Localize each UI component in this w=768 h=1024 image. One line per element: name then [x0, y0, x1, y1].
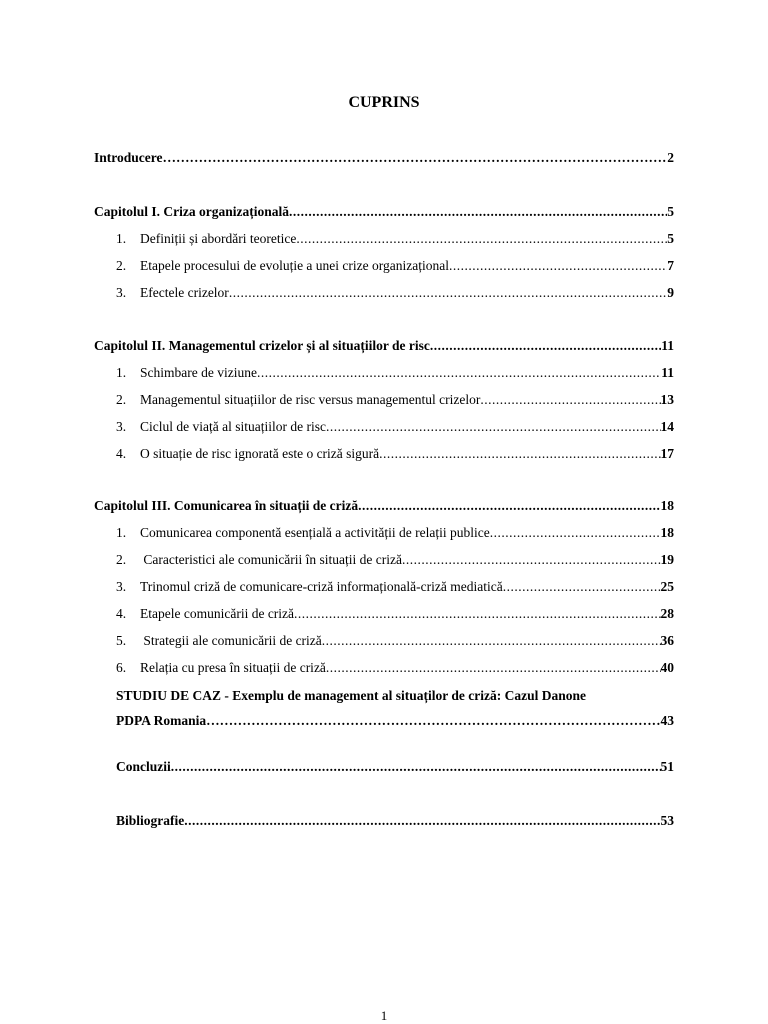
dot-leader: [326, 419, 661, 435]
entry-label: Capitolul I. Criza organizațională: [94, 204, 289, 219]
dot-leader: [229, 285, 667, 301]
dot-leader: [430, 338, 661, 354]
toc-entry-3-3[interactable]: [116, 579, 674, 599]
dot-leader: [402, 552, 660, 568]
toc-entry-case-study-line1[interactable]: [116, 688, 674, 708]
toc-entry-3-1[interactable]: [116, 525, 674, 545]
entry-number: 1.: [116, 525, 127, 540]
dot-leader: [294, 606, 660, 622]
entry-label: Capitolul III. Comunicarea în situații de criză: [94, 498, 359, 513]
dot-leader: [480, 392, 660, 408]
dot-leader: [490, 525, 661, 541]
entry-page: 19: [660, 552, 674, 567]
entry-page: 25: [660, 579, 674, 594]
entry-label: Bibliografie: [116, 813, 185, 828]
dot-leader: [163, 150, 668, 166]
entry-number: 1.: [116, 365, 127, 380]
entry-label: Ciclul de viață al situațiilor de risc: [140, 419, 326, 434]
entry-page: 18: [660, 498, 674, 513]
entry-number: 6.: [116, 660, 127, 675]
toc-entry-2-4[interactable]: [116, 446, 674, 466]
entry-number: 2.: [116, 258, 127, 273]
entry-page: 53: [660, 813, 674, 828]
toc-entry-2-1[interactable]: [116, 365, 674, 385]
entry-page: 11: [661, 365, 674, 380]
entry-number: 2.: [116, 392, 127, 407]
toc-entry-case-study-line2[interactable]: [116, 713, 674, 733]
entry-number: 4.: [116, 446, 127, 461]
entry-label: Relația cu presa în situații de criză: [140, 660, 326, 675]
dot-leader: [296, 231, 667, 247]
entry-label: Managementul situațiilor de risc versus managementul crizelor: [140, 392, 481, 407]
entry-label: Definiții și abordări teoretice: [140, 231, 297, 246]
entry-page: 18: [660, 525, 674, 540]
dot-leader: [257, 365, 661, 381]
entry-number: 3.: [116, 285, 127, 300]
dot-leader: [171, 759, 661, 775]
toc-entry-1-2[interactable]: [116, 258, 674, 278]
toc-entry-2-2[interactable]: [116, 392, 674, 412]
dot-leader: [358, 498, 660, 514]
dot-leader: [503, 579, 661, 595]
toc-entry-concluzii[interactable]: [116, 759, 674, 779]
entry-page: 14: [660, 419, 674, 434]
entry-page: 28: [660, 606, 674, 621]
toc-entry-chapter-2[interactable]: [94, 338, 674, 358]
dot-leader: [326, 660, 661, 676]
entry-label: Trinomul criză de comunicare-criză informațională-criză mediatică: [140, 579, 503, 594]
entry-label: Efectele crizelor: [140, 285, 229, 300]
entry-label: Introducere: [94, 150, 163, 165]
toc-entry-3-5[interactable]: [116, 633, 674, 653]
entry-label: Caracteristici ale comunicării în situații de criză: [140, 552, 403, 567]
entry-label: Capitolul II. Managementul crizelor și al situațiilor de risc: [94, 338, 430, 353]
entry-label: Concluzii: [116, 759, 171, 774]
entry-number: 4.: [116, 606, 127, 621]
dot-leader: [184, 813, 660, 829]
entry-label: STUDIU DE CAZ - Exemplu de management al situaților de criză: Cazul Danone: [116, 688, 586, 703]
entry-label: Etapele comunicării de criză: [140, 606, 295, 621]
dot-leader: [379, 446, 660, 462]
entry-label: Etapele procesului de evoluție a unei crize organizațional: [140, 258, 449, 273]
dot-leader: [449, 258, 667, 274]
toc-entry-1-1[interactable]: [116, 231, 674, 251]
entry-page: 11: [661, 338, 674, 353]
entry-label: PDPA Romania: [116, 713, 207, 728]
entry-label: Strategii ale comunicării de criză: [140, 633, 322, 648]
toc-entry-3-6[interactable]: [116, 660, 674, 680]
toc-entry-2-3[interactable]: [116, 419, 674, 439]
dot-leader: [322, 633, 661, 649]
toc-title: CUPRINS: [348, 94, 420, 111]
entry-number: 5.: [116, 633, 127, 648]
entry-page: 5: [667, 204, 674, 219]
entry-page: 17: [660, 446, 674, 461]
entry-page: 2: [667, 150, 674, 165]
toc-entry-3-4[interactable]: [116, 606, 674, 626]
page-number: 1: [380, 1008, 388, 1023]
toc-entry-bibliografie[interactable]: [116, 813, 674, 833]
entry-page: 9: [667, 285, 674, 300]
entry-page: 5: [667, 231, 674, 246]
entry-number: 1.: [116, 231, 127, 246]
entry-page: 40: [660, 660, 674, 675]
entry-label: Schimbare de viziune: [140, 365, 257, 380]
entry-number: 2.: [116, 552, 127, 567]
toc-entry-3-2[interactable]: [116, 552, 674, 572]
entry-label: Comunicarea componentă esențială a activității de relații publice: [140, 525, 490, 540]
dot-leader: [289, 204, 667, 220]
entry-page: 36: [660, 633, 674, 648]
toc-entry-introducere[interactable]: [94, 150, 674, 170]
entry-page: 7: [667, 258, 674, 273]
toc-entry-chapter-3[interactable]: [94, 498, 674, 518]
entry-label: O situație de risc ignorată este o criză sigură: [140, 446, 380, 461]
toc-entry-chapter-1[interactable]: [94, 204, 674, 224]
entry-number: 3.: [116, 579, 127, 594]
toc-entry-1-3[interactable]: [116, 285, 674, 305]
dot-leader: [206, 713, 660, 729]
entry-page: 13: [660, 392, 674, 407]
entry-page: 51: [660, 759, 674, 774]
entry-number: 3.: [116, 419, 127, 434]
entry-page: 43: [660, 713, 674, 728]
